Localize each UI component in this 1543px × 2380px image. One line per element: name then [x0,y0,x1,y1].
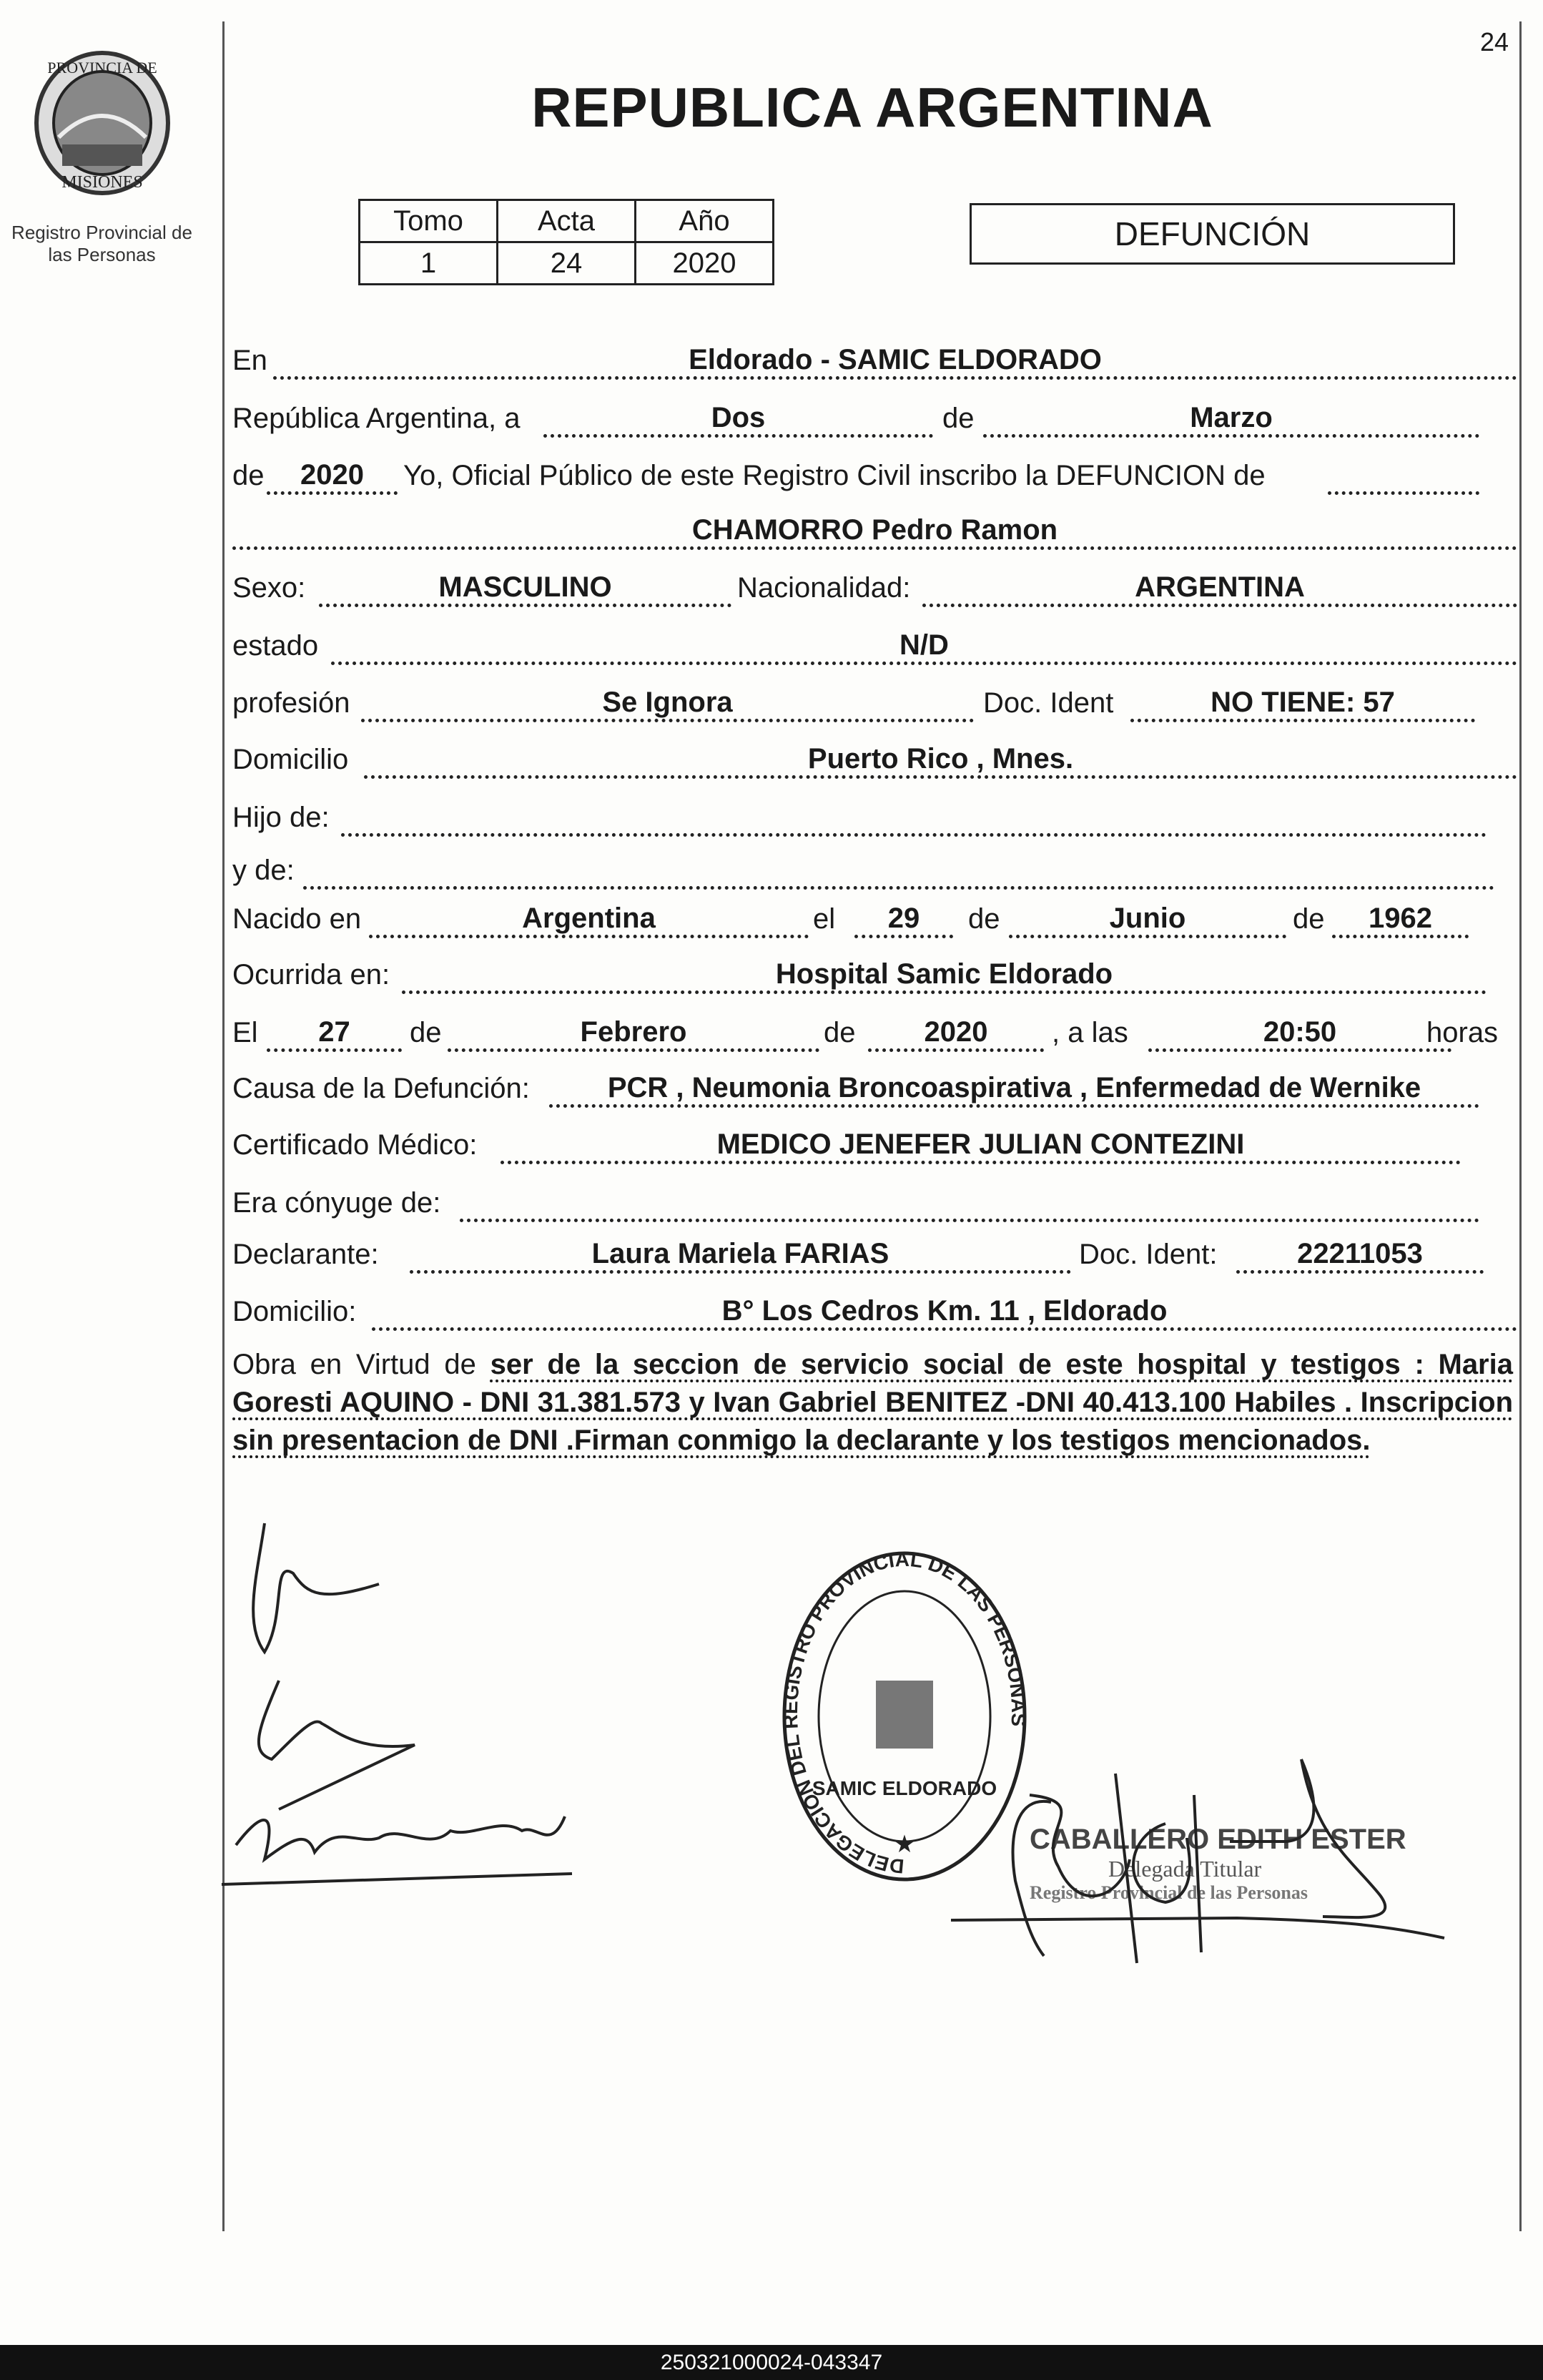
horas-label: horas [1426,1017,1499,1048]
en-label: En [232,345,267,376]
de-label: de [968,903,1000,935]
svg-text:★: ★ [893,1831,916,1858]
month-field: Marzo [983,400,1479,438]
death-year-field: 2020 [868,1014,1044,1052]
row-sexo [0,569,1543,606]
domicilio-label: Domicilio [232,744,349,775]
official-name: CABALLERO EDITH ESTER [1030,1824,1406,1855]
row-nombre [0,512,1543,549]
row-causa [0,1070,1543,1107]
official-signature [951,1752,1516,1967]
org-name [0,222,204,266]
declarante-label: Declarante: [232,1239,379,1270]
alas-label: , a las [1052,1017,1128,1048]
row-certificado [0,1126,1543,1164]
domicilio2-field: B° Los Cedros Km. 11 , Eldorado [372,1293,1517,1331]
official-org: Registro Provincial de las Personas [1030,1882,1308,1903]
acta-value: 24 [498,242,636,285]
nacionalidad-label: Nacionalidad: [737,572,911,604]
row-domicilio2 [0,1293,1543,1330]
nacido-en-field: Argentina [369,900,809,938]
yde-field [303,852,1494,890]
org-line-2: las Personas [48,244,156,265]
yo-text: Yo, Oficial Público de este Registro Civil inscribo la DEFUNCION de [403,460,1266,491]
row-fecha [0,400,1543,437]
anio-value: 2020 [636,242,774,285]
seal-outer-text: DELEGACION DEL REGISTRO PROVINCIAL DE LAS PERSONAS [779,1548,1030,1878]
place-field: Eldorado - SAMIC ELDORADO [273,342,1517,380]
org-line-1: Registro Provincial de [11,222,192,243]
profesion-label: profesión [232,687,350,719]
ocurrida-field: Hospital Samic Eldorado [402,956,1487,994]
declarante-field: Laura Mariela FARIAS [410,1236,1071,1274]
official-role: Delegada Titular [1108,1856,1262,1882]
obra-label: Obra en Virtud de [232,1349,476,1380]
el-label: El [232,1017,258,1048]
doc2-field: 22211053 [1236,1236,1484,1274]
birth-day-field: 29 [854,900,953,938]
causa-label: Causa de la Defunción: [232,1073,530,1104]
conyuge-label: Era cónyuge de: [232,1187,441,1219]
footer-code: 250321000024-043347 [0,2345,1543,2380]
nacido-label: Nacido en [232,903,362,935]
estado-label: estado [232,630,319,662]
row-ocurrida [0,956,1543,993]
tomo-value: 1 [360,242,498,285]
hijo-field [341,799,1487,837]
yde-label: y de: [232,855,295,886]
row-declarante [0,1236,1543,1273]
row-estado [0,627,1543,664]
rep-label: República Argentina, a [232,403,521,434]
blank-field [1328,457,1479,495]
sexo-field: MASCULINO [319,569,731,607]
page-title: REPUBLICA ARGENTINA [531,76,1213,139]
row-conyuge [0,1184,1543,1221]
el-label: el [813,903,836,935]
doc2-label: Doc. Ident: [1079,1239,1218,1270]
tomo-header: Tomo [360,200,498,242]
domicilio2-label: Domicilio: [232,1296,357,1327]
profesion-field: Se Ignora [361,684,974,722]
anio-header: Año [636,200,774,242]
day-field: Dos [543,400,933,438]
obra-text: ser de la seccion de servicio social de este hospital y testigos : Maria Goresti AQUINO - DNI 31.381.573 y Ivan Gabriel BENITEZ -DNI 40.413.100 Habiles . Inscripcion sin presentacion de DNI .Firman conmigo la declarante y los testigos mencionados. [232,1349,1513,1456]
sexo-label: Sexo: [232,572,306,604]
death-month-field: Febrero [448,1014,819,1052]
svg-text:MISIONES: MISIONES [61,173,143,192]
year-field: 2020 [267,457,398,495]
row-profesion [0,684,1543,722]
row-domicilio [0,741,1543,778]
certificado-label: Certificado Médico: [232,1129,478,1161]
row-nacido [0,900,1543,938]
row-hijo [0,799,1543,836]
doc-label: Doc. Ident [983,687,1114,719]
de-label: de [942,403,975,434]
death-day-field: 27 [267,1014,402,1052]
domicilio-field: Puerto Rico , Mnes. [364,741,1517,779]
row-anio [0,457,1543,494]
death-time-field: 20:50 [1148,1014,1451,1052]
obra-paragraph [232,1346,1513,1460]
estado-field: N/D [331,627,1517,665]
row-fecha-defuncion [0,1014,1543,1051]
birth-year-field: 1962 [1332,900,1469,938]
ocurrida-label: Ocurrida en: [232,959,390,990]
de-label: de [410,1017,442,1048]
hijo-label: Hijo de: [232,802,330,833]
de-label: de [824,1017,856,1048]
seal-inner-text: SAMIC ELDORADO [812,1777,997,1799]
doc-field: NO TIENE: 57 [1130,684,1475,722]
de-label: de [232,460,265,491]
witness-signature [215,1516,715,1917]
row-en [0,342,1543,379]
svg-text:PROVINCIA DE: PROVINCIA DE [47,59,157,77]
certificado-field: MEDICO JENEFER JULIAN CONTEZINI [501,1126,1461,1164]
deceased-name-field: CHAMORRO Pedro Ramon [232,512,1517,550]
de-label: de [1293,903,1325,935]
row-yde [0,852,1543,889]
nacionalidad-field: ARGENTINA [922,569,1517,607]
page-number: 24 [1480,27,1509,56]
acta-header: Acta [498,200,636,242]
birth-month-field: Junio [1009,900,1286,938]
conyuge-field [460,1184,1479,1222]
acta-table [358,199,774,285]
causa-field: PCR , Neumonia Broncoaspirativa , Enfermedad de Wernike [549,1070,1479,1108]
document-type-box: DEFUNCIÓN [970,203,1455,265]
